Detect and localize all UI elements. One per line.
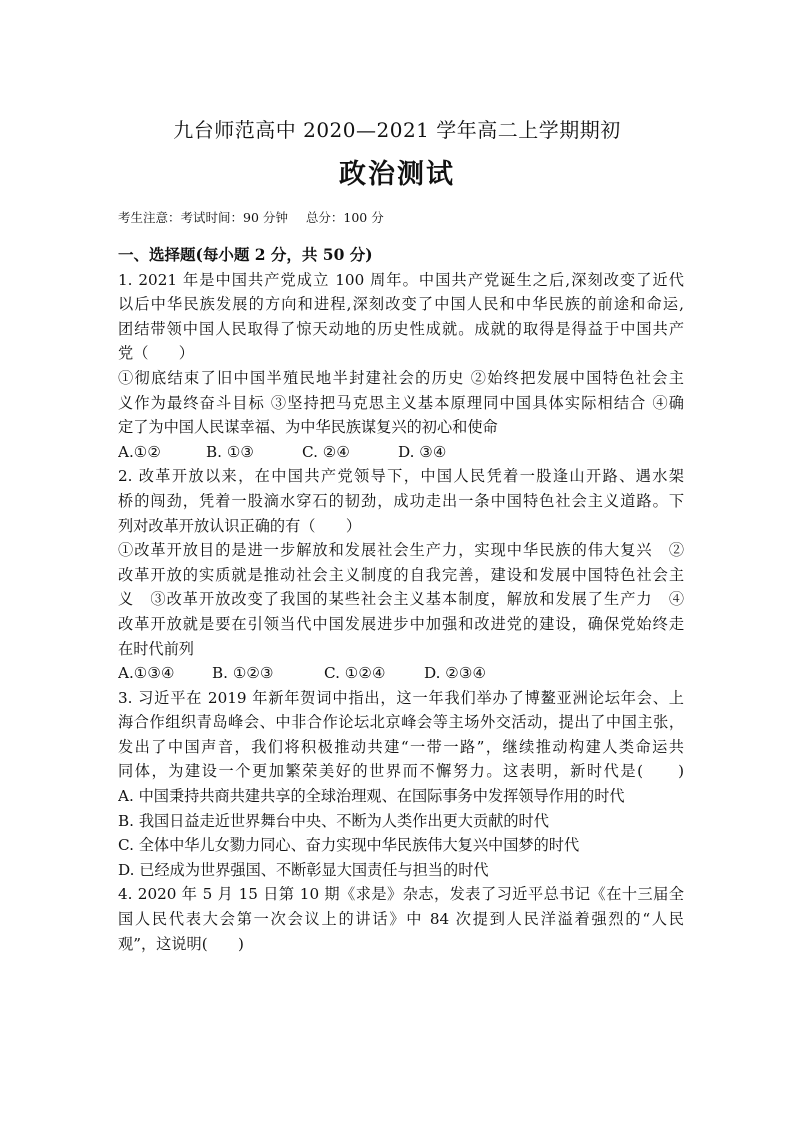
question-text-line: 海合作组织青岛峰会、中非合作论坛北京峰会等主场外交活动，提出了中国主张， <box>118 713 684 732</box>
option-b: B. ①③ <box>206 442 255 461</box>
question-text-line: 义作为最终奋斗目标 ③坚持把马克思主义基本原理同中国具体实际相结合 ④确 <box>118 393 684 412</box>
answer-option-c: C. 全体中华儿女勠力同心、奋力实现中华民族伟大复兴中国梦的时代 <box>118 836 580 855</box>
question-text-line: 桥的闯劲，凭着一股滴水穿石的韧劲，成功走出一条中国特色社会主义道路。下 <box>118 491 684 510</box>
option-c: C. ②④ <box>302 442 350 461</box>
exam-total-score: 总分：100 分 <box>305 210 384 225</box>
question-text-line: 以后中华民族发展的方向和进程,深刻改变了中国人民和中华民族的前途和命运, <box>118 295 684 314</box>
option-b: B. ①②③ <box>212 664 274 683</box>
answer-options <box>118 440 684 465</box>
question-text-line: 团结带领中国人民取得了惊天动地的历史性成就。成就的取得是得益于中国共产 <box>118 319 684 338</box>
question-1 <box>118 268 684 465</box>
exam-time-note: 考生注意：考试时间：90 分钟 <box>118 210 288 225</box>
answer-option-d: D. 已经成为世界强国、不断彰显大国责任与担当的时代 <box>118 860 489 879</box>
option-d: D. ③④ <box>398 442 447 461</box>
question-text-line: 1. 2021 年是中国共产党成立 100 周年。中国共产党诞生之后,深刻改变了近代 <box>118 270 684 289</box>
question-text-line: 列对改革开放认识正确的有（ ） <box>118 516 361 535</box>
question-3 <box>118 686 684 883</box>
option-a: A.①② <box>118 442 162 461</box>
exam-content <box>118 243 684 956</box>
section-heading: 一、选择题(每小题 2 分，共 50 分) <box>118 245 373 264</box>
question-text-line: ①彻底结束了旧中国半殖民地半封建社会的历史 ②始终把发展中国特色社会主 <box>118 368 684 387</box>
option-d: D. ②③④ <box>424 664 487 683</box>
exam-notice <box>118 208 384 226</box>
option-c: C. ①②④ <box>324 664 386 683</box>
question-text-line: 3. 习近平在 2019 年新年贺词中指出，这一年我们举办了博鳌亚洲论坛年会、上 <box>118 688 684 707</box>
answer-option-b: B. 我国日益走近世界舞台中央、不断为人类作出更大贡献的时代 <box>118 811 549 830</box>
question-text-line: 发出了中国声音，我们将积极推动共建“一带一路”，继续推动构建人类命运共 <box>118 737 684 756</box>
exam-title-line1: 九台师范高中 2020—2021 学年高二上学期期初 <box>173 118 621 142</box>
question-text-line: 同体，为建设一个更加繁荣美好的世界而不懈努力。这表明，新时代是( ) <box>118 762 684 781</box>
question-2 <box>118 464 684 685</box>
question-text-line: 观”，这说明( ) <box>118 934 244 953</box>
question-text-line: 2. 改革开放以来，在中国共产党领导下，中国人民凭着一股逢山开路、遇水架 <box>118 467 684 486</box>
question-text-line: 改革开放就是要在引领当代中国发展进步中加强和改进党的建设，确保党始终走 <box>118 614 684 633</box>
question-text-line: ①改革开放目的是进一步解放和发展社会生产力，实现中华民族的伟大复兴 ② <box>118 541 684 560</box>
option-a: A.①③④ <box>118 664 175 683</box>
question-text-line: 国人民代表大会第一次会议上的讲话》中 84 次提到人民洋溢着强烈的“人民 <box>118 910 684 929</box>
question-text-line: 党（ ） <box>118 344 194 363</box>
question-text-line: 4. 2020 年 5 月 15 日第 10 期《求是》杂志，发表了习近平总书记《在十三届全 <box>118 885 684 904</box>
question-text-line: 定了为中国人民谋幸福、为中华民族谋复兴的初心和使命 <box>118 418 498 437</box>
question-text-line: 义 ③改革开放改变了我国的某些社会主义基本制度，解放和发展了生产力 ④ <box>118 590 684 609</box>
answer-options <box>118 661 684 686</box>
exam-title-line2: 政治测试 <box>339 159 455 190</box>
question-text-line: 在时代前列 <box>118 639 194 658</box>
answer-option-a: A. 中国秉持共商共建共享的全球治理观、在国际事务中发挥领导作用的时代 <box>118 787 625 806</box>
question-text-line: 改革开放的实质就是推动社会主义制度的自我完善，建设和发展中国特色社会主 <box>118 565 684 584</box>
question-4 <box>118 882 684 956</box>
